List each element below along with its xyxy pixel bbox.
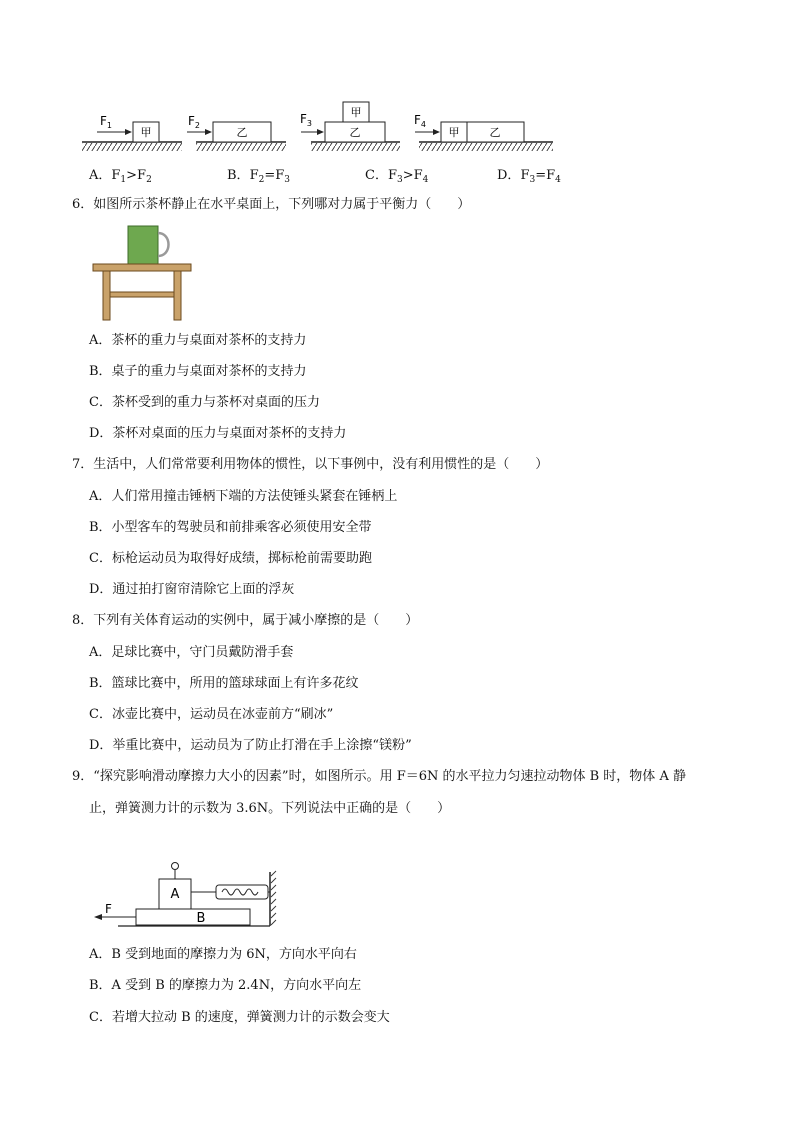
- q9-stem-line-1: 9．“探究影响滑动摩擦力大小的因素”时，如图所示。用 F＝6N 的水平拉力匀速拉动物体 B 时，物体 A 静: [72, 769, 686, 784]
- force-arrow-1: [97, 129, 132, 135]
- block-yi-4-label: 乙: [489, 126, 501, 139]
- ground-3: [311, 142, 400, 151]
- q6-stem: 6．如图所示茶杯静止在水平桌面上，下列哪对力属于平衡力（ ）: [72, 197, 471, 212]
- force-label-f: F: [105, 902, 112, 916]
- hook-icon: [172, 863, 179, 880]
- q9-option-a[interactable]: A．B 受到地面的摩擦力为 6N，方向水平向右: [89, 947, 357, 962]
- q5-option-d[interactable]: D．$F_3=F_4$: [497, 168, 561, 185]
- block-a-label: A: [170, 887, 180, 902]
- q5-option-c[interactable]: C．$F_3>F_4$: [365, 168, 429, 185]
- block-jia-1-label: 甲: [140, 126, 152, 139]
- spring-scale-icon: [191, 885, 270, 899]
- q6-option-b[interactable]: B．桌子的重力与桌面对茶杯的支持力: [89, 364, 307, 379]
- force-label-2: $F_2$: [188, 114, 200, 130]
- q8-option-d[interactable]: D．举重比赛中，运动员为了防止打滑在手上涂擦“镁粉”: [89, 738, 412, 753]
- force-label-1: $F_1$: [100, 114, 112, 130]
- q9-option-c[interactable]: C．若增大拉动 B 的速度，弹簧测力计的示数会变大: [89, 1010, 390, 1025]
- ground-4: [419, 142, 553, 151]
- wall-hatch: [271, 871, 276, 925]
- q7-option-b[interactable]: B．小型客车的驾驶员和前排乘客必须使用安全带: [89, 520, 372, 535]
- q8-option-a[interactable]: A．足球比赛中，守门员戴防滑手套: [89, 645, 294, 660]
- force-label-3: $F_3$: [300, 112, 312, 128]
- table-crossbar: [110, 292, 174, 297]
- ground-2: [196, 142, 286, 151]
- q8-option-c[interactable]: C．冰壶比赛中，运动员在冰壶前方“刷冰”: [89, 707, 334, 722]
- q7-option-c[interactable]: C．标枪运动员为取得好成绩，掷标枪前需要助跑: [89, 551, 372, 566]
- block-b-label: B: [196, 911, 206, 926]
- block-yi-3-label: 乙: [349, 126, 361, 139]
- block-yi-2-label: 乙: [236, 126, 248, 139]
- q7-option-a[interactable]: A．人们常用撞击锤柄下端的方法使锤头紧套在锤柄上: [89, 489, 398, 504]
- q8-option-b[interactable]: B．篮球比赛中，所用的篮球球面上有许多花纹: [89, 676, 359, 691]
- table-top: [93, 264, 191, 271]
- q9-stem-line-2: 止，弹簧测力计的示数为 3.6N。下列说法中正确的是（ ）: [89, 801, 451, 816]
- q8-stem: 8．下列有关体育运动的实例中，属于减小摩擦的是（ ）: [72, 613, 419, 628]
- q5-option-a[interactable]: A．$F_1>F_2$: [89, 168, 152, 185]
- block-jia-4-label: 甲: [448, 126, 460, 139]
- q6-option-a[interactable]: A．茶杯的重力与桌面对茶杯的支持力: [89, 333, 307, 348]
- q9-option-b[interactable]: B．A 受到 B 的摩擦力为 2.4N，方向水平向左: [89, 978, 362, 993]
- block-jia-3-label: 甲: [350, 106, 362, 119]
- q6-option-c[interactable]: C．茶杯受到的重力与茶杯对桌面的压力: [89, 395, 320, 410]
- q7-option-d[interactable]: D．通过拍打窗帘清除它上面的浮灰: [89, 582, 295, 597]
- block-b: [136, 909, 250, 925]
- force-arrow-f: [94, 914, 136, 920]
- q6-table-cup-figure: [90, 222, 200, 322]
- table-leg-left: [103, 271, 110, 320]
- q5-figure: [0, 98, 794, 168]
- cup-icon: [128, 226, 169, 264]
- table-leg-right: [174, 271, 181, 320]
- force-arrow-4: [415, 129, 440, 135]
- force-arrow-3: [301, 129, 324, 135]
- force-label-4: $F_4$: [414, 113, 426, 129]
- q6-option-d[interactable]: D．茶杯对桌面的压力与桌面对茶杯的支持力: [89, 426, 347, 441]
- ground-1: [82, 142, 182, 151]
- q5-option-b[interactable]: B．$F_2=F_3$: [227, 168, 290, 185]
- q9-friction-figure: [90, 856, 290, 936]
- q7-stem: 7．生活中，人们常常要利用物体的惯性，以下事例中，没有利用惯性的是（ ）: [72, 457, 549, 472]
